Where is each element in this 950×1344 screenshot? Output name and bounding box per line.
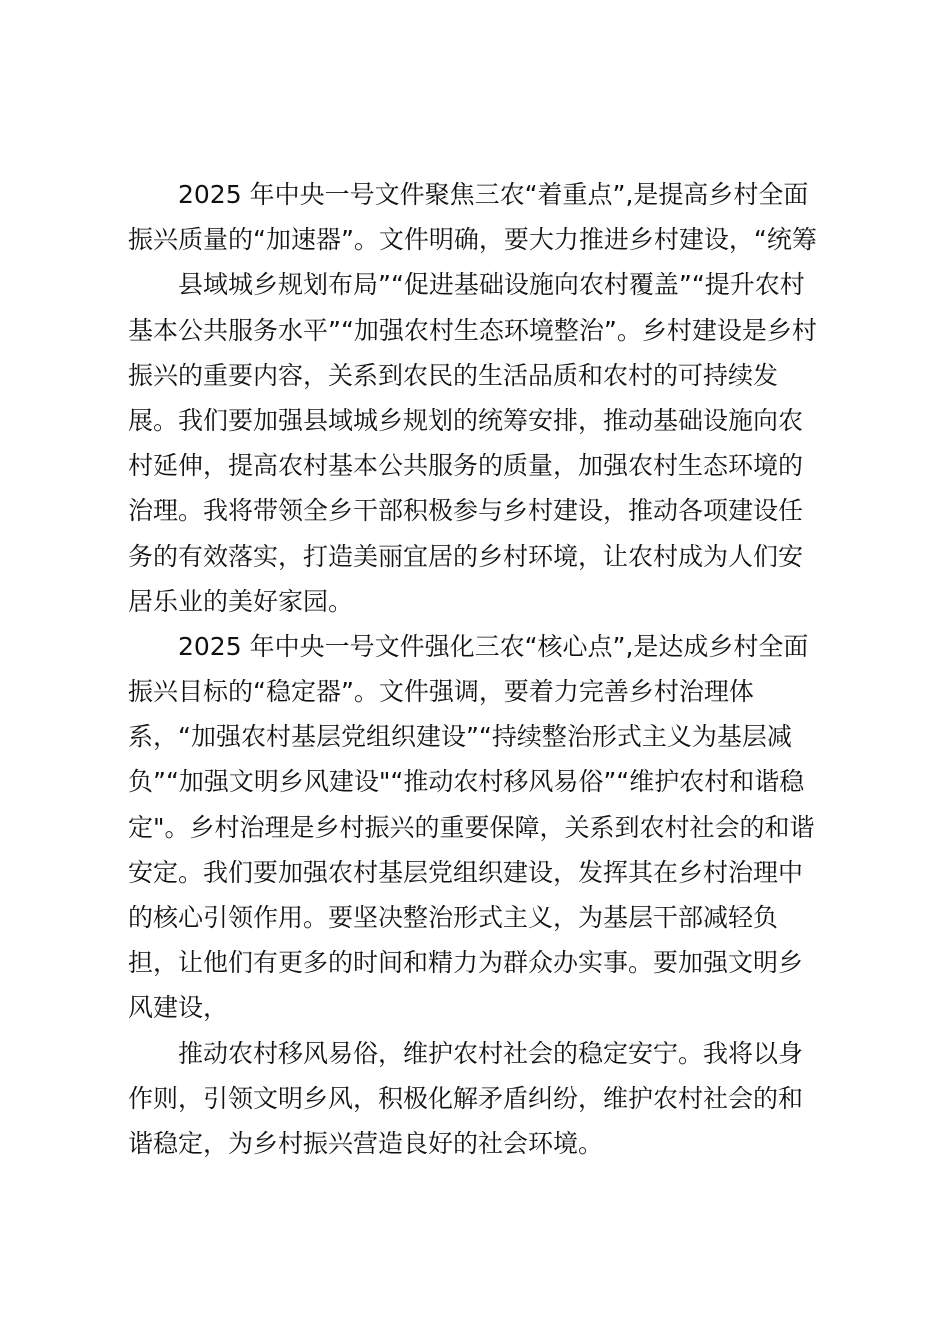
paragraph-line: 振兴的重要内容，关系到农民的生活品质和农村的可持续发	[128, 360, 779, 390]
paragraph-line: 基本公共服务水平”“加强农村生态环境整治”。乡村建设是乡村	[128, 315, 817, 345]
paragraph-line: 作则，引领文明乡风，积极化解矛盾纠纷，维护农村社会的和	[128, 1083, 804, 1113]
paragraph-line: 振兴质量的“加速器”。文件明确，要大力推进乡村建设，“统筹	[128, 225, 817, 255]
paragraph-line: 谐稳定，为乡村振兴营造良好的社会环境。	[128, 1128, 604, 1158]
paragraph-line: 村延伸，提高农村基本公共服务的质量，加强农村生态环境的	[128, 451, 804, 481]
paragraph-line: 的核心引领作用。要坚决整治形式主义，为基层干部减轻负	[128, 903, 779, 932]
paragraph-line: 展。我们要加强县域城乡规划的统筹安排，推动基础设施向农	[128, 405, 804, 435]
paragraph-line: 2025 年中央一号文件聚焦三农“着重点”,是提高乡村全面	[178, 180, 809, 209]
paragraph-line: 担，让他们有更多的时间和精力为群众办实事。要加强文明乡	[128, 948, 804, 978]
paragraph-line: 系，“加强农村基层党组织建设”“持续整治形式主义为基层减	[128, 722, 792, 752]
paragraph-1	[128, 172, 838, 624]
paragraph-3	[128, 1031, 838, 1167]
paragraph-line: 定"。乡村治理是乡村振兴的重要保障，关系到农村社会的和谐	[128, 812, 815, 842]
paragraph-line: 振兴目标的“稳定器”。文件强调，要着力完善乡村治理体	[128, 677, 754, 707]
paragraph-2	[128, 624, 838, 1031]
paragraph-line: 2025 年中央一号文件强化三农“核心点”,是达成乡村全面	[178, 631, 809, 661]
paragraph-line: 治理。我将带领全乡干部积极参与乡村建设，推动各项建设任	[128, 496, 804, 526]
paragraph-line: 安定。我们要加强农村基层党组织建设，发挥其在乡村治理中	[128, 857, 804, 887]
document-body	[128, 172, 838, 1166]
paragraph-line: 负”“加强文明乡风建设"“推动农村移风易俗”“维护农村和谐稳	[128, 767, 805, 797]
paragraph-line: 务的有效落实，打造美丽宜居的乡村环境，让农村成为人们安	[128, 541, 804, 571]
paragraph-line: 推动农村移风易俗，维护农村社会的稳定安宁。我将以身	[178, 1038, 804, 1068]
paragraph-line: 居乐业的美好家园。	[128, 586, 354, 616]
paragraph-line: 风建设，	[128, 993, 229, 1023]
paragraph-line: 县域城乡规划布局”“促进基础设施向农村覆盖”“提升农村	[178, 270, 805, 300]
